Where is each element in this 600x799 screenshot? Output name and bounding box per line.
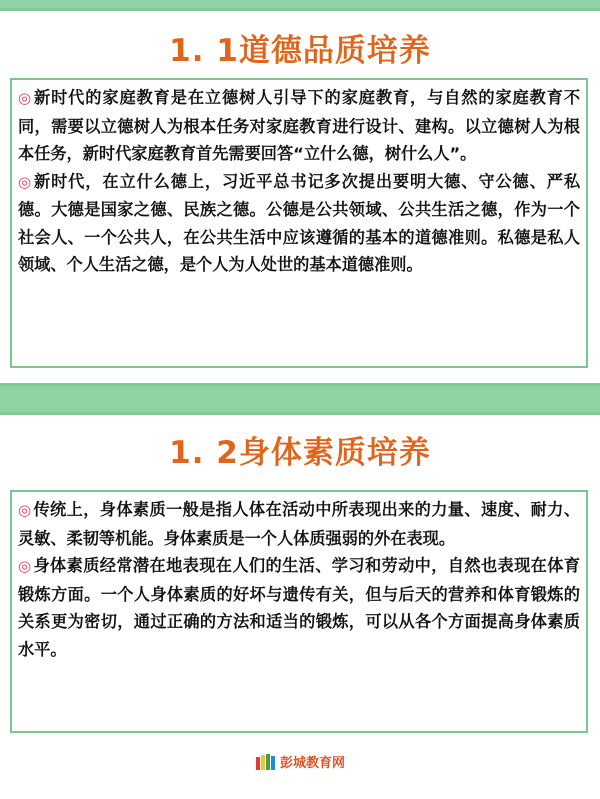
section-1-paragraph-1 [18,84,580,168]
book-logo-icon [255,753,277,775]
paragraph-text: 身体素质经常潜在地表现在人们的生活、学习和劳动中，自然也表现在体育锻炼方面。一个人身体素质的好坏与遗传有关，但与后天的营养和体育锻炼的关系更为密切，通过正确的方法和适当的锻炼，可以从各个方面提高身体素质水平。 [18,556,581,659]
paragraph-text: 新时代的家庭教育是在立德树人引导下的家庭教育，与自然的家庭教育不同，需要以立德树人为根本任务对家庭教育进行设计、建构。以立德树人为根本任务，新时代家庭教育首先需要回答“立什么德，树什么人”。 [18,88,581,163]
section-2-heading [0,427,600,472]
section-1-paragraph-2 [18,168,580,279]
section-1-title: 道德品质培养 [238,33,431,69]
slide-2 [0,412,600,799]
middle-band [0,386,600,412]
bullet-icon: ◎ [18,89,32,107]
section-1-textbox [10,78,588,368]
bullet-icon: ◎ [18,501,32,519]
section-1-heading [0,25,600,70]
paragraph-text: 新时代，在立什么德上，习近平总书记多次提出要明大德、守公德、严私德。大德是国家之德、民族之德。公德是公共领域、公共生活之德，作为一个社会人、一个公共人，在公共生活中应该遵循的基本的道德准则。私德是私人领域、个人生活之德，是个人为人处世的基本道德准则。 [18,171,581,274]
paragraph-text: 传统上，身体素质一般是指人体在活动中所表现出来的力量、速度、耐力、灵敏、柔韧等机能。身体素质是一个人体质强弱的外在表现。 [18,500,581,548]
top-band [0,0,600,8]
bullet-icon: ◎ [18,172,32,191]
section-1-number: 1. 1 [169,33,239,69]
bullet-icon: ◎ [18,557,32,575]
section-2-textbox [10,490,588,733]
section-2-paragraph-2 [18,552,580,663]
logo-text: 彭城教育网 [279,756,345,771]
slide-1 [0,8,600,386]
section-2-title: 身体素质培养 [238,435,431,471]
site-logo [0,752,600,775]
section-2-paragraph-1 [18,496,580,552]
section-2-number: 1. 2 [169,435,239,471]
